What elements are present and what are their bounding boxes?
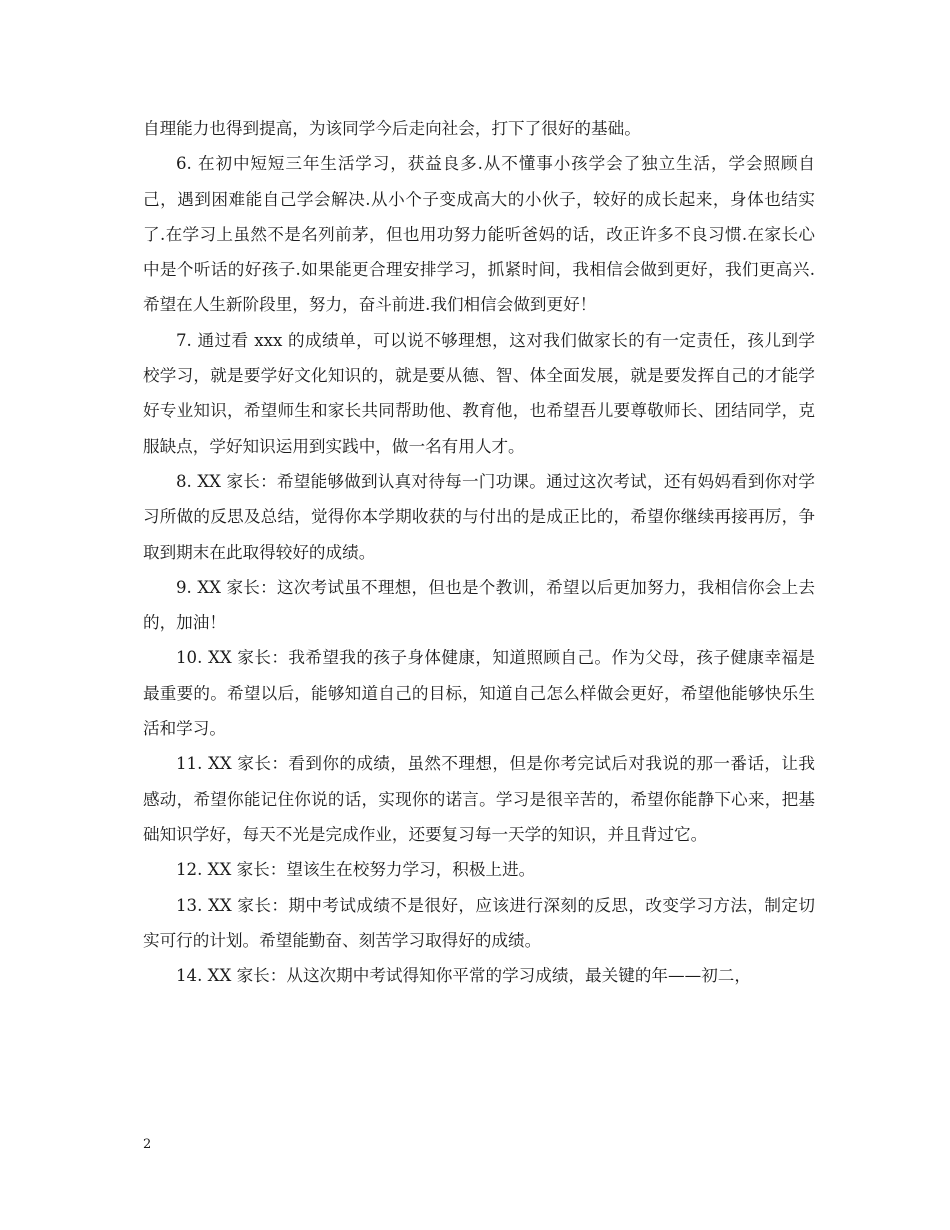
paragraph-item-12: 12. XX 家长：望该生在校努力学习，积极上进。 bbox=[176, 860, 536, 880]
document-body bbox=[143, 111, 815, 993]
paragraph-item-14: 14. XX 家长：从这次期中考试得知你平常的学习成绩，最关键的年——初二， bbox=[176, 966, 751, 986]
paragraph-item-11: 11. XX 家长：看到你的成绩，虽然不理想，但是你考完试后对我说的那一番话，让我感动，希望你能记住你说的话，实现你的诺言。学习是很辛苦的，希望你能静下心来，把基础知识学好，每天不光是完成作业，还要复习每一天学的知识，并且背过它。 bbox=[143, 754, 815, 844]
paragraph-item-13: 13. XX 家长：期中考试成绩不是很好，应该进行深刻的反思，改变学习方法，制定切实可行的计划。希望能勤奋、刻苦学习取得好的成绩。 bbox=[143, 895, 815, 950]
page-number: 2 bbox=[143, 1137, 152, 1152]
paragraph-item-7: 7. 通过看 xxx 的成绩单，可以说不够理想，这对我们做家长的有一定责任，孩儿到学校学习，就是要学好文化知识的，就是要从德、智、体全面发展，就是要发挥自己的才能学好专业知识，希望师生和家长共同帮助他、教育他，也希望吾儿要尊敬师长、团结同学，克服缺点，学好知识运用到实践中，做一名有用人才。 bbox=[143, 330, 815, 456]
paragraph-item-9: 9. XX 家长：这次考试虽不理想，但也是个教训，希望以后更加努力，我相信你会上去的，加油！ bbox=[143, 577, 815, 633]
paragraph-item-10: 10. XX 家长：我希望我的孩子身体健康，知道照顾自己。作为父母，孩子健康幸福是最重要的。希望以后，能够知道自己的目标，知道自己怎么样做会更好，希望他能够快乐生活和学习。 bbox=[143, 648, 815, 739]
paragraph-item-8: 8. XX 家长：希望能够做到认真对待每一门功课。通过这次考试，还有妈妈看到你对学习所做的反思及总结，觉得你本学期收获的与付出的是成正比的，希望你继续再接再厉，争取到期末在此取得较好的成绩。 bbox=[143, 471, 815, 562]
paragraph-continuation: 自理能力也得到提高，为该同学今后走向社会，打下了很好的基础。 bbox=[143, 119, 641, 138]
paragraph-item-6: 6. 在初中短短三年生活学习，获益良多.从不懂事小孩学会了独立生活，学会照顾自己，遇到困难能自己学会解决.从小个子变成高大的小伙子，较好的成长起来，身体也结实了.在学习上虽然不是名列前茅，但也用功努力能听爸妈的话，改正许多不良习惯.在家长心中是个听话的好孩子.如果能更合理安排学习，抓紧时间，我相信会做到更好，我们更高兴.希望在人生新阶段里，努力，奋斗前进.我们相信会做到更好！ bbox=[143, 154, 815, 315]
